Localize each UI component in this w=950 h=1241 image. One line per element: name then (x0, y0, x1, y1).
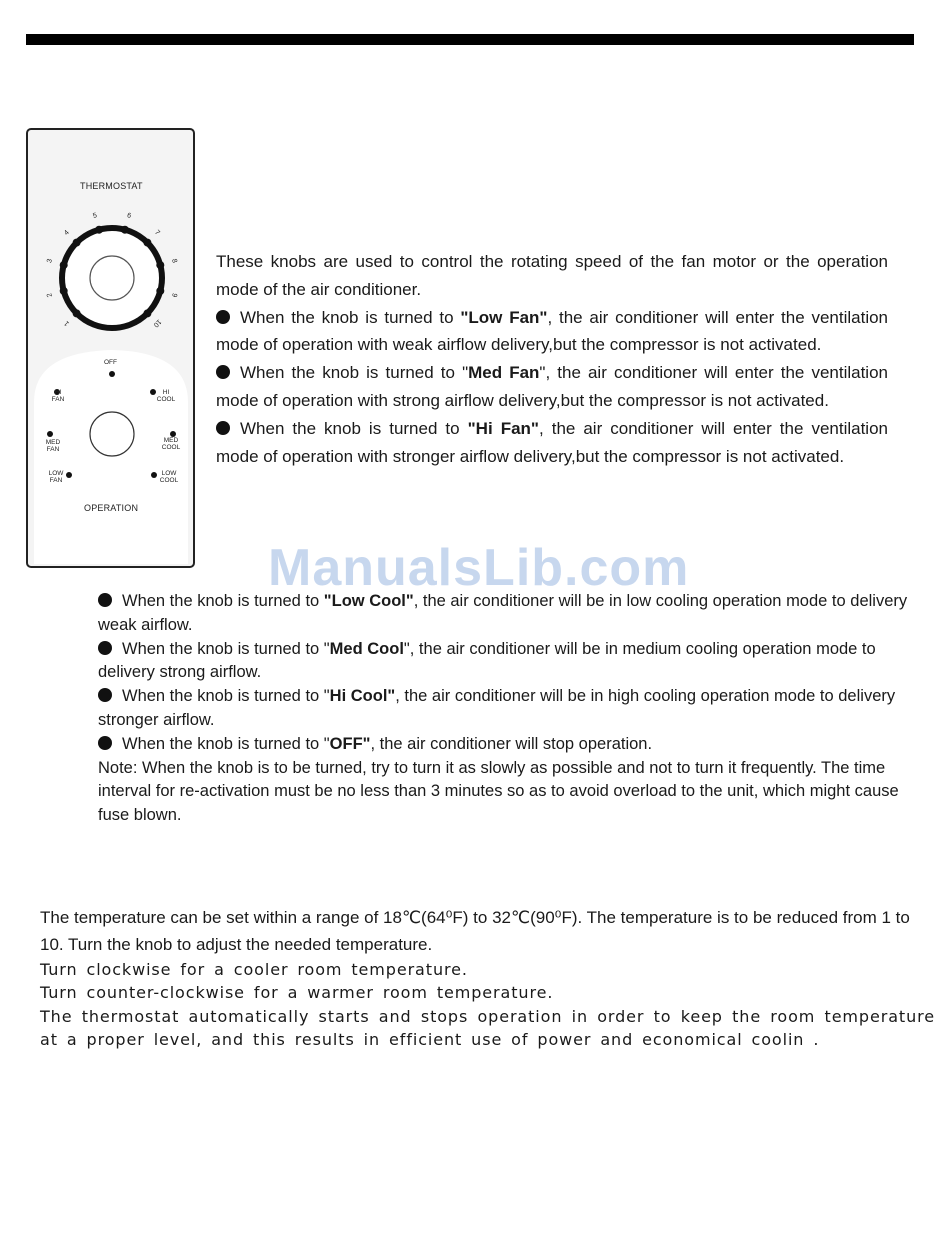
list-item: When the knob is turned to "Med Cool", the air conditioner will be in medium cooling operation mode to delivery strong airflow. (98, 639, 876, 682)
intro-text: These knobs are used to control the rotating speed of the fan motor or the operation mode of the air conditioner. (216, 252, 888, 299)
bullet-icon (216, 310, 230, 324)
list-item: When the knob is turned to "OFF", the air conditioner will stop operation. (98, 733, 918, 757)
operation-knob (90, 412, 134, 456)
low-fan-label: LOW FAN (48, 470, 64, 484)
dial-tick-label: 2 (46, 291, 55, 298)
off-dot (109, 371, 115, 377)
bullet-icon (98, 593, 112, 607)
dial-tick-label: 6 (125, 212, 132, 221)
list-item: When the knob is turned to "Hi Fan", the air conditioner will enter the ventilation mode of operation with stronger airflow delivery,but the compressor is not activated. (216, 418, 888, 466)
control-panel-drawing (28, 130, 193, 566)
dial-tick-dot (156, 261, 164, 269)
temperature-range-text: The temperature can be set within a range of 18℃(64⁰F) to 32℃(90⁰F). The temperature is to be reduced from 1 to 10. Turn the knob to adjust the needed temperature. (40, 908, 910, 954)
list-item: When the knob is turned to "Hi Cool", the air conditioner will be in high cooling operation mode to delivery stronger airflow. (98, 687, 896, 729)
dial-tick-dot (60, 261, 68, 269)
dial-tick-dot (60, 287, 68, 295)
dial-tick-dot (156, 287, 164, 295)
dial-tick-label: 8 (169, 258, 178, 265)
dial-tick-label: 7 (153, 228, 162, 237)
control-panel-illustration (26, 128, 195, 568)
bullet-icon (216, 365, 230, 379)
cool-mode-description (98, 590, 918, 828)
dial-tick-dot (121, 226, 129, 234)
med-cool-label: MED COOL (161, 437, 181, 451)
med-fan-dot (47, 431, 53, 437)
list-item: When the knob is turned to "Low Fan", the air conditioner will enter the ventilation mode of operation with weak airflow delivery,but the compressor is not activated. (216, 307, 889, 355)
hi-fan-label: HI FAN (51, 389, 65, 403)
list-item: When the knob is turned to "Low Cool", the air conditioner will be in low cooling operation mode to delivery weak airflow. (98, 592, 908, 634)
dial-tick-label: 1 (62, 319, 71, 328)
thermostat-label: THERMOSTAT (80, 181, 143, 191)
low-fan-dot (66, 472, 72, 478)
off-label: OFF (104, 359, 117, 366)
header-rule (26, 34, 914, 45)
operation-label: OPERATION (84, 503, 139, 513)
low-cool-label: LOW COOL (159, 470, 179, 484)
operation-area (34, 350, 188, 564)
low-cool-dot (151, 472, 157, 478)
bullet-icon (216, 421, 230, 435)
dial-tick-label: 5 (92, 212, 99, 221)
thermostat-description (40, 904, 935, 1051)
bullet-icon (98, 688, 112, 702)
list-item: When the knob is turned to "Med Fan", the air conditioner will enter the ventilation mode of operation with strong airflow delivery,but the compressor is not activated. (216, 363, 888, 410)
thermostat-knob (90, 256, 134, 300)
dial-tick-dot (143, 309, 151, 317)
clockwise-text: Turn clockwise for a cooler room temperature. (40, 960, 468, 979)
counter-clockwise-text: Turn counter-clockwise for a warmer room temperature. (40, 983, 554, 1003)
thermostat-auto-text: The thermostat automatically starts and stops operation in order to keep the room temperature at a proper level, and this results in efficient use of power and economical coolin . (40, 1006, 935, 1049)
dial-tick-label: 9 (169, 291, 178, 298)
knob-description (216, 248, 888, 470)
hi-cool-label: HI COOL (156, 389, 176, 403)
dial-tick-dot (73, 239, 81, 247)
dial-tick-dot (143, 239, 151, 247)
note-text: Note: When the knob is to be turned, try to turn it as slowly as possible and not to turn it frequently. The time interval for re-activation must be no less than 3 minutes so as to avoid overload to the unit, which might cause fuse blown. (98, 758, 899, 825)
med-fan-label: MED FAN (45, 439, 61, 453)
bullet-icon (98, 641, 112, 655)
dial-tick-dot (73, 309, 81, 317)
dial-tick-label: 4 (62, 228, 71, 237)
dial-tick-label: 10 (152, 318, 163, 329)
bullet-icon (98, 736, 112, 750)
dial-tick-dot (95, 226, 103, 234)
dial-tick-label: 3 (46, 258, 55, 265)
watermark: ManualsLib.com (268, 539, 690, 597)
